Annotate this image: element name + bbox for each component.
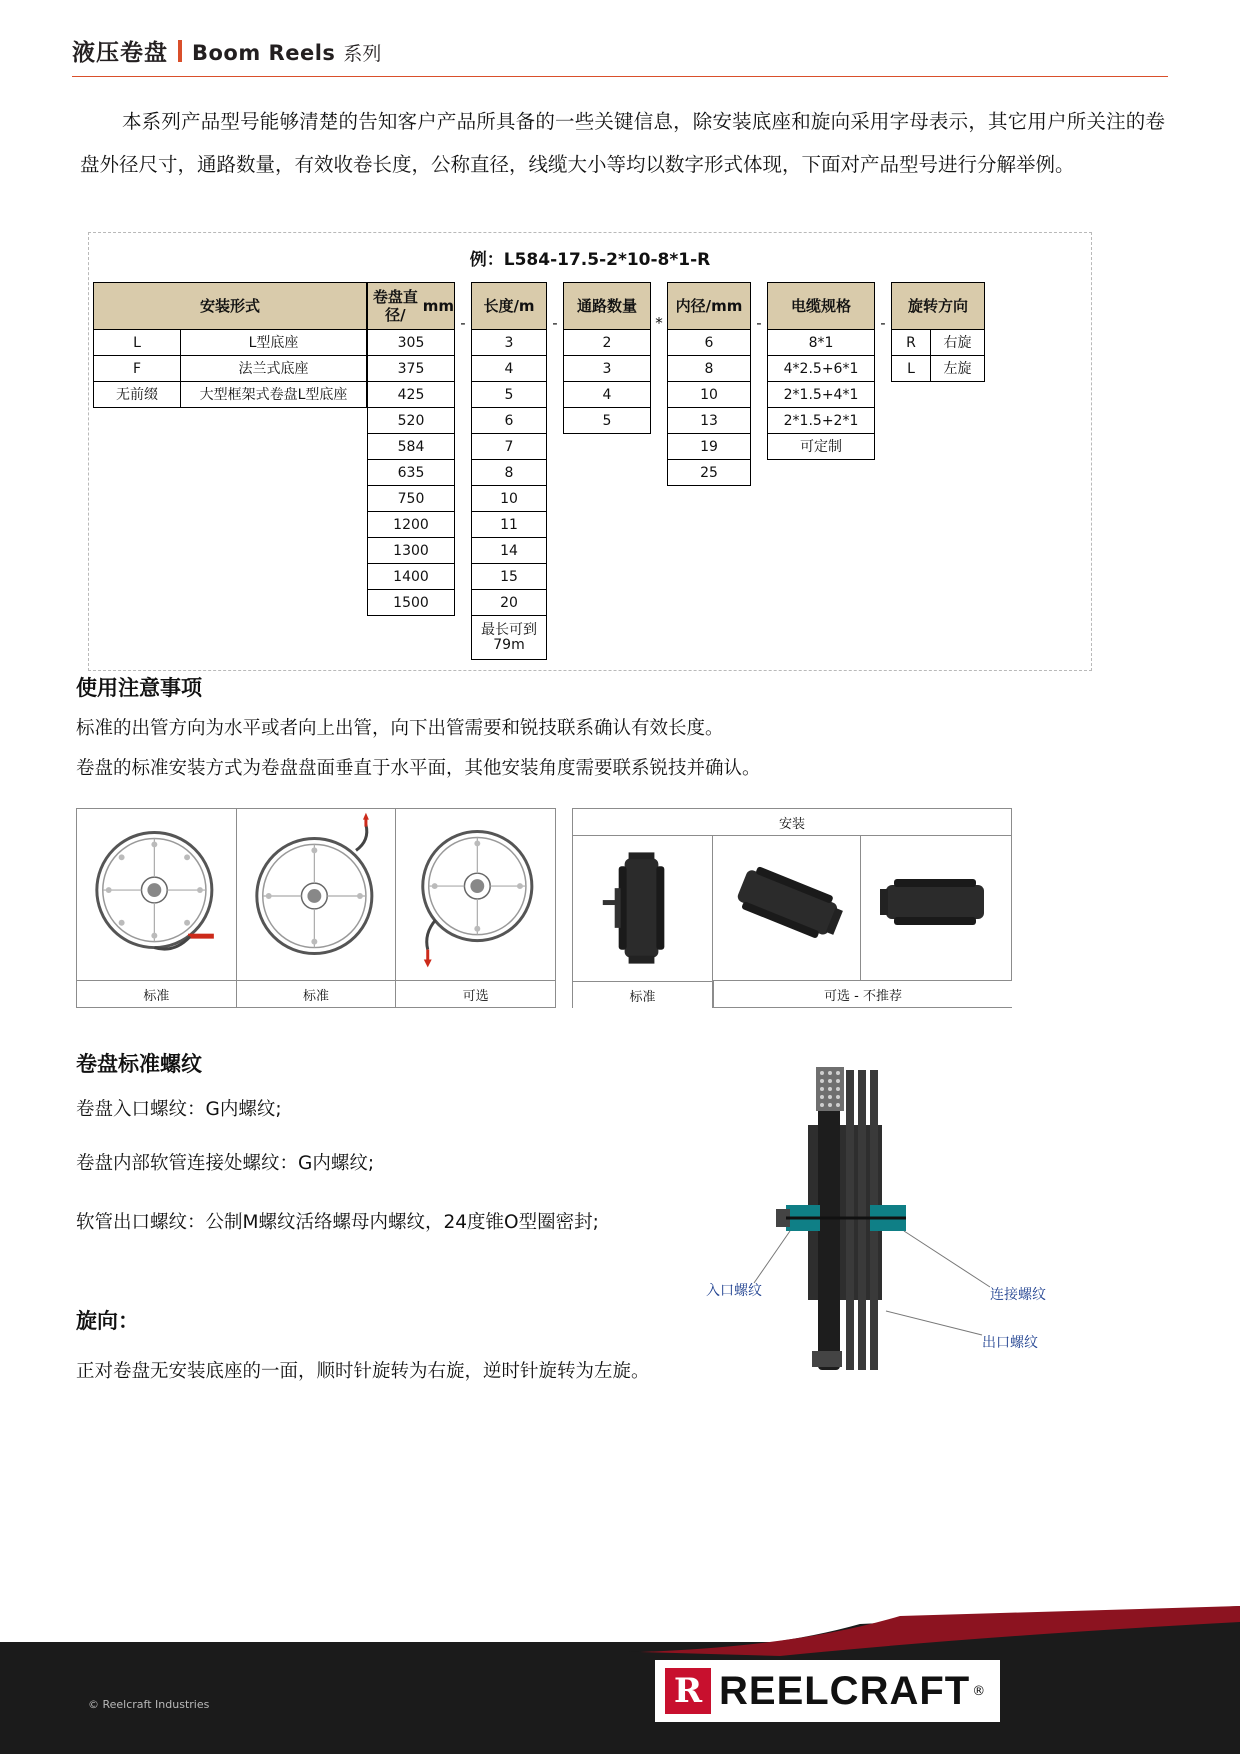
cable-value: 2*1.5+4*1	[767, 382, 875, 408]
column-header-length: 长度/m	[471, 282, 547, 330]
intro-paragraph: 本系列产品型号能够清楚的告知客户产品所具备的一些关键信息，除安装底座和旋向采用字母表示，其它用户所关注的卷盘外径尺寸，通路数量，有效收卷长度，公称直径，线缆大小等均以数字形式体现，下面对产品型号进行分解举例。	[80, 110, 1165, 176]
rotation-desc: 右旋	[931, 330, 985, 356]
figure-caption: 可选	[396, 980, 555, 1007]
reel-diagram-icon	[396, 809, 555, 981]
column-header-cable-spec: 电缆规格	[767, 282, 875, 330]
column-channels	[563, 282, 651, 434]
diameter-value: 425	[367, 382, 455, 408]
header-title-cn: 液压卷盘	[72, 40, 168, 66]
page-footer	[0, 1606, 1240, 1754]
table-row	[891, 330, 985, 356]
figure-caption: 标准	[237, 980, 396, 1007]
length-value: 15	[471, 564, 547, 590]
rotation-heading: 旋向：	[76, 1309, 139, 1333]
inner-diameter-value: 6	[667, 330, 751, 356]
header-accent-bar	[178, 40, 182, 62]
reel-side-view-standard	[573, 836, 712, 982]
inner-diameter-value: 10	[667, 382, 751, 408]
column-header-channels: 通路数量	[563, 282, 651, 330]
column-length	[471, 282, 547, 660]
reel-side-view-tilt-1	[713, 836, 860, 982]
column-header-diameter-l1: 卷盘直径/	[372, 288, 418, 324]
threads-line-1: 卷盘入口螺纹：G内螺纹;	[76, 1099, 282, 1120]
rotation-desc: 左旋	[931, 356, 985, 382]
channels-value: 5	[563, 408, 651, 434]
channels-value: 3	[563, 356, 651, 382]
diameter-value: 305	[367, 330, 455, 356]
length-value: 6	[471, 408, 547, 434]
rotation-code: L	[891, 356, 931, 382]
column-cable-spec	[767, 282, 875, 460]
column-rotation	[891, 282, 985, 382]
separator-dash-1: -	[460, 314, 466, 332]
cable-value: 2*1.5+2*1	[767, 408, 875, 434]
brand-logo-text: REELCRAFT	[719, 1668, 971, 1713]
table-row	[93, 356, 367, 382]
header-title-en: Boom Reels	[192, 41, 336, 65]
callout-outlet: 出口螺纹	[982, 1335, 1038, 1351]
page-header	[72, 34, 1168, 67]
model-breakdown-block	[88, 232, 1092, 671]
figure-standard-up	[237, 809, 397, 1007]
separator-dash-2: -	[552, 314, 558, 332]
mounting-standard-cell	[573, 836, 713, 1008]
rotation-code: R	[891, 330, 931, 356]
reel-side-icon	[861, 836, 1011, 982]
inner-diameter-value: 8	[667, 356, 751, 382]
figure-row-mounting-title: 安装	[573, 809, 1011, 836]
mounting-desc: 大型框架式卷盘L型底座	[181, 382, 367, 408]
mounting-code: F	[93, 356, 181, 382]
table-row	[93, 330, 367, 356]
header-title-en-suffix: 系列	[343, 43, 382, 65]
header-divider	[72, 76, 1168, 77]
threads-line-3: 软管出口螺纹：公制M螺纹活络螺母内螺纹，24度锥O型圈密封;	[76, 1212, 599, 1233]
figure-standard-horizontal	[77, 809, 237, 1007]
length-value: 14	[471, 538, 547, 564]
length-value: 4	[471, 356, 547, 382]
diameter-value: 1300	[367, 538, 455, 564]
model-example-label: 例：	[469, 250, 504, 270]
notes-line-2: 卷盘的标准安装方式为卷盘盘面垂直于水平面，其他安装角度需要联系锐技并确认。	[76, 758, 761, 779]
length-value: 7	[471, 434, 547, 460]
mounting-desc: L型底座	[181, 330, 367, 356]
separator-asterisk: *	[655, 314, 663, 332]
inner-diameter-value: 19	[667, 434, 751, 460]
column-header-diameter-l2: mm	[422, 297, 454, 315]
figure-caption: 标准	[573, 981, 712, 1008]
reel-side-view-tilt-2	[861, 836, 1011, 982]
cable-value: 8*1	[767, 330, 875, 356]
column-mounting	[93, 282, 367, 408]
callout-inlet: 入口螺纹	[706, 1283, 762, 1299]
separator-dash-4: -	[880, 314, 886, 332]
model-example-title	[89, 233, 1091, 282]
reel-diagram-icon	[237, 809, 396, 981]
diameter-value: 375	[367, 356, 455, 382]
footer-copyright: © Reelcraft Industries	[88, 1698, 210, 1711]
column-diameter	[367, 282, 455, 616]
figure-row-outlet-direction	[76, 808, 556, 1008]
mounting-desc: 法兰式底座	[181, 356, 367, 382]
length-value: 11	[471, 512, 547, 538]
figure-caption: 可选 - 不推荐	[713, 980, 1012, 1007]
reel-front-view-3	[396, 809, 555, 981]
length-value: 8	[471, 460, 547, 486]
reel-diagram-icon	[77, 809, 236, 981]
diameter-value: 750	[367, 486, 455, 512]
reel-side-icon	[713, 836, 860, 982]
length-note-l2: 79m	[493, 636, 525, 653]
separator-dash-3: -	[756, 314, 762, 332]
rotation-line-1: 正对卷盘无安装底座的一面，顺时针旋转为右旋，逆时针旋转为左旋。	[76, 1361, 650, 1382]
column-header-diameter	[367, 282, 455, 330]
column-header-rotation: 旋转方向	[891, 282, 985, 330]
diameter-value: 635	[367, 460, 455, 486]
registered-trademark-icon: ®	[972, 1683, 986, 1699]
reel-front-view-1	[77, 809, 236, 981]
length-value: 3	[471, 330, 547, 356]
reel-cutaway-icon	[690, 1055, 1090, 1400]
cable-value: 可定制	[767, 434, 875, 460]
notes-heading: 使用注意事项	[76, 676, 202, 700]
diameter-value: 1400	[367, 564, 455, 590]
column-header-mounting: 安装形式	[93, 282, 367, 330]
length-value: 10	[471, 486, 547, 512]
table-row	[891, 356, 985, 382]
inner-diameter-value: 25	[667, 460, 751, 486]
reelcraft-mark-icon: R	[665, 1668, 711, 1714]
channels-value: 2	[563, 330, 651, 356]
reel-side-icon	[573, 836, 712, 982]
diameter-value: 1200	[367, 512, 455, 538]
inner-diameter-value: 13	[667, 408, 751, 434]
column-header-inner-diameter: 内径/mm	[667, 282, 751, 330]
model-example-value: L584-17.5-2*10-8*1-R	[503, 250, 711, 270]
diameter-value: 520	[367, 408, 455, 434]
table-row	[93, 382, 367, 408]
length-note-l1: 最长可到	[481, 621, 537, 638]
mounting-code: 无前缀	[93, 382, 181, 408]
length-value: 20	[471, 590, 547, 616]
channels-value: 4	[563, 382, 651, 408]
diameter-value: 584	[367, 434, 455, 460]
length-value: 5	[471, 382, 547, 408]
diameter-value: 1500	[367, 590, 455, 616]
column-inner-diameter	[667, 282, 751, 486]
brand-logo	[655, 1660, 1000, 1722]
threads-heading: 卷盘标准螺纹	[76, 1052, 202, 1076]
thread-illustration	[690, 1055, 1090, 1400]
callout-connect: 连接螺纹	[990, 1287, 1046, 1303]
notes-line-1: 标准的出管方向为水平或者向上出管，向下出管需要和锐技联系确认有效长度。	[76, 718, 724, 739]
figure-optional-down	[396, 809, 555, 1007]
mounting-code: L	[93, 330, 181, 356]
reel-front-view-2	[237, 809, 396, 981]
threads-line-2: 卷盘内部软管连接处螺纹：G内螺纹;	[76, 1153, 375, 1174]
footer-swoosh-decoration	[0, 1606, 1240, 1754]
length-note	[471, 616, 547, 660]
figure-caption: 标准	[77, 980, 236, 1007]
cable-value: 4*2.5+6*1	[767, 356, 875, 382]
figure-row-mounting	[572, 808, 1012, 1008]
